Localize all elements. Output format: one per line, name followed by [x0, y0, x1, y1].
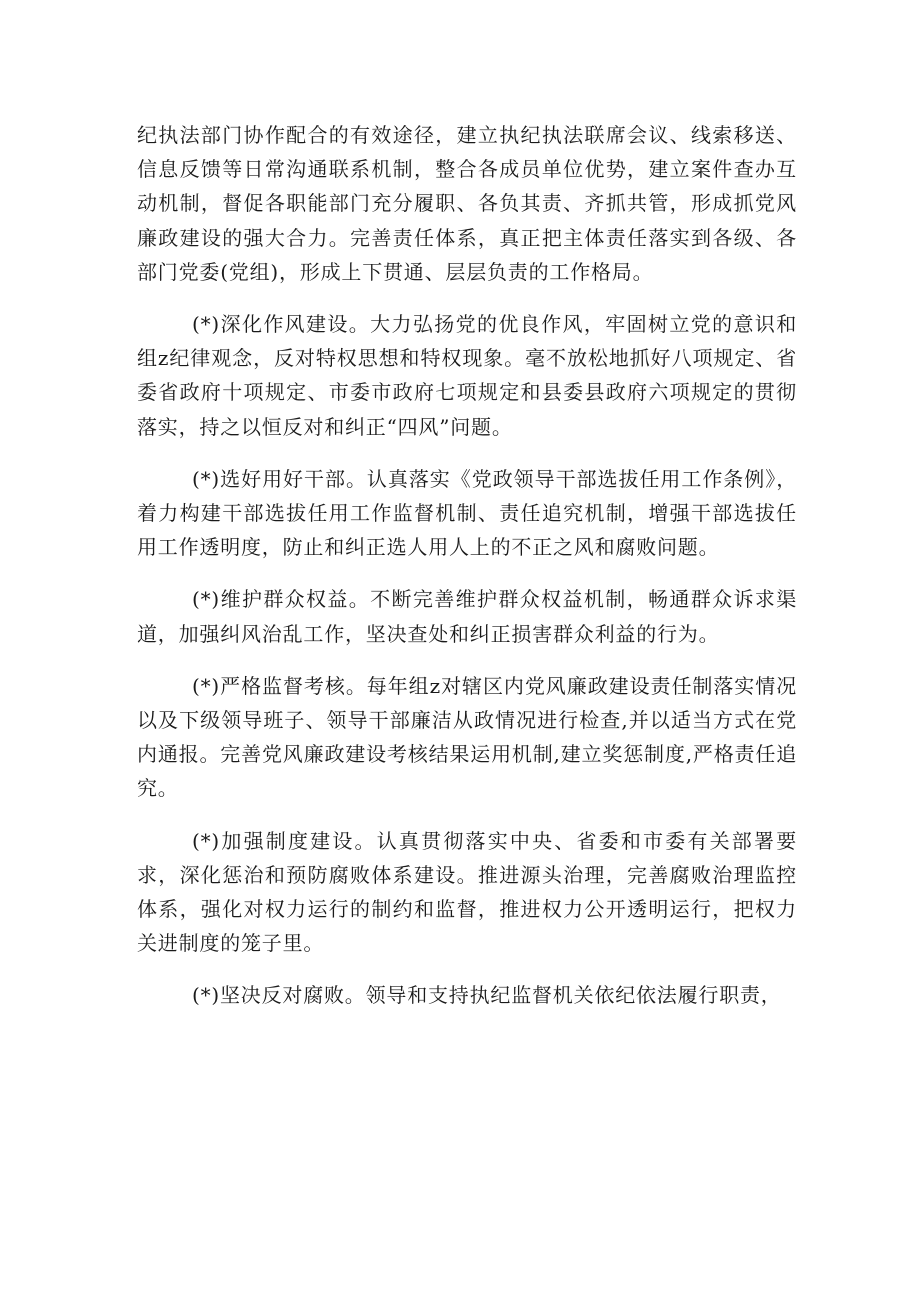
paragraph-cadre-selection: (*)选好用好干部。认真落实《党政领导干部选拔任用工作条例》，着力构建干部选拔任用工作监督机制、责任追究机制，增强干部选拔任用工作透明度，防止和纠正选人用人上的不正之风和腐败问题。 — [137, 466, 797, 560]
document-page — [137, 118, 797, 1013]
paragraph-continuation: 纪执法部门协作配合的有效途径，建立执纪执法联席会议、线索移送、信息反馈等日常沟通联系机制，整合各成员单位优势，建立案件查办互动机制，督促各职能部门充分履职、各负其责、齐抓共管，形成抓党风廉政建设的强大合力。完善责任体系，真正把主体责任落实到各级、各部门党委(党组)，形成上下贯通、层层负责的工作格局。 — [137, 123, 797, 284]
paragraph-public-rights: (*)维护群众权益。不断完善维护群众权益机制，畅通群众诉求渠道，加强纠风治乱工作，坚决查处和纠正损害群众利益的行为。 — [137, 587, 797, 646]
paragraph-work-style: (*)深化作风建设。大力弘扬党的优良作风，牢固树立党的意识和组z纪律观念，反对特权思想和特权现象。毫不放松地抓好八项规定、省委省政府十项规定、市委市政府七项规定和县委县政府六项规定的贯彻落实，持之以恒反对和纠正“四风”问题。 — [137, 312, 797, 439]
paragraph-supervision: (*)严格监督考核。每年组z对辖区内党风廉政建设责任制落实情况以及下级领导班子、领导干部廉洁从政情况进行检查,并以适当方式在党内通报。完善党风廉政建设考核结果运用机制,建立奖惩制度,严格责任追究。 — [137, 673, 797, 801]
paragraph-anti-corruption: (*)坚决反对腐败。领导和支持执纪监督机关依纪依法履行职责， — [192, 983, 782, 1008]
paragraph-institution-building: (*)加强制度建设。认真贯彻落实中央、省委和市委有关部署要求，深化惩治和预防腐败体系建设。推进源头治理，完善腐败治理监控体系，强化对权力运行的制约和监督，推进权力公开透明运行，把权力关进制度的笼子里。 — [137, 828, 797, 956]
